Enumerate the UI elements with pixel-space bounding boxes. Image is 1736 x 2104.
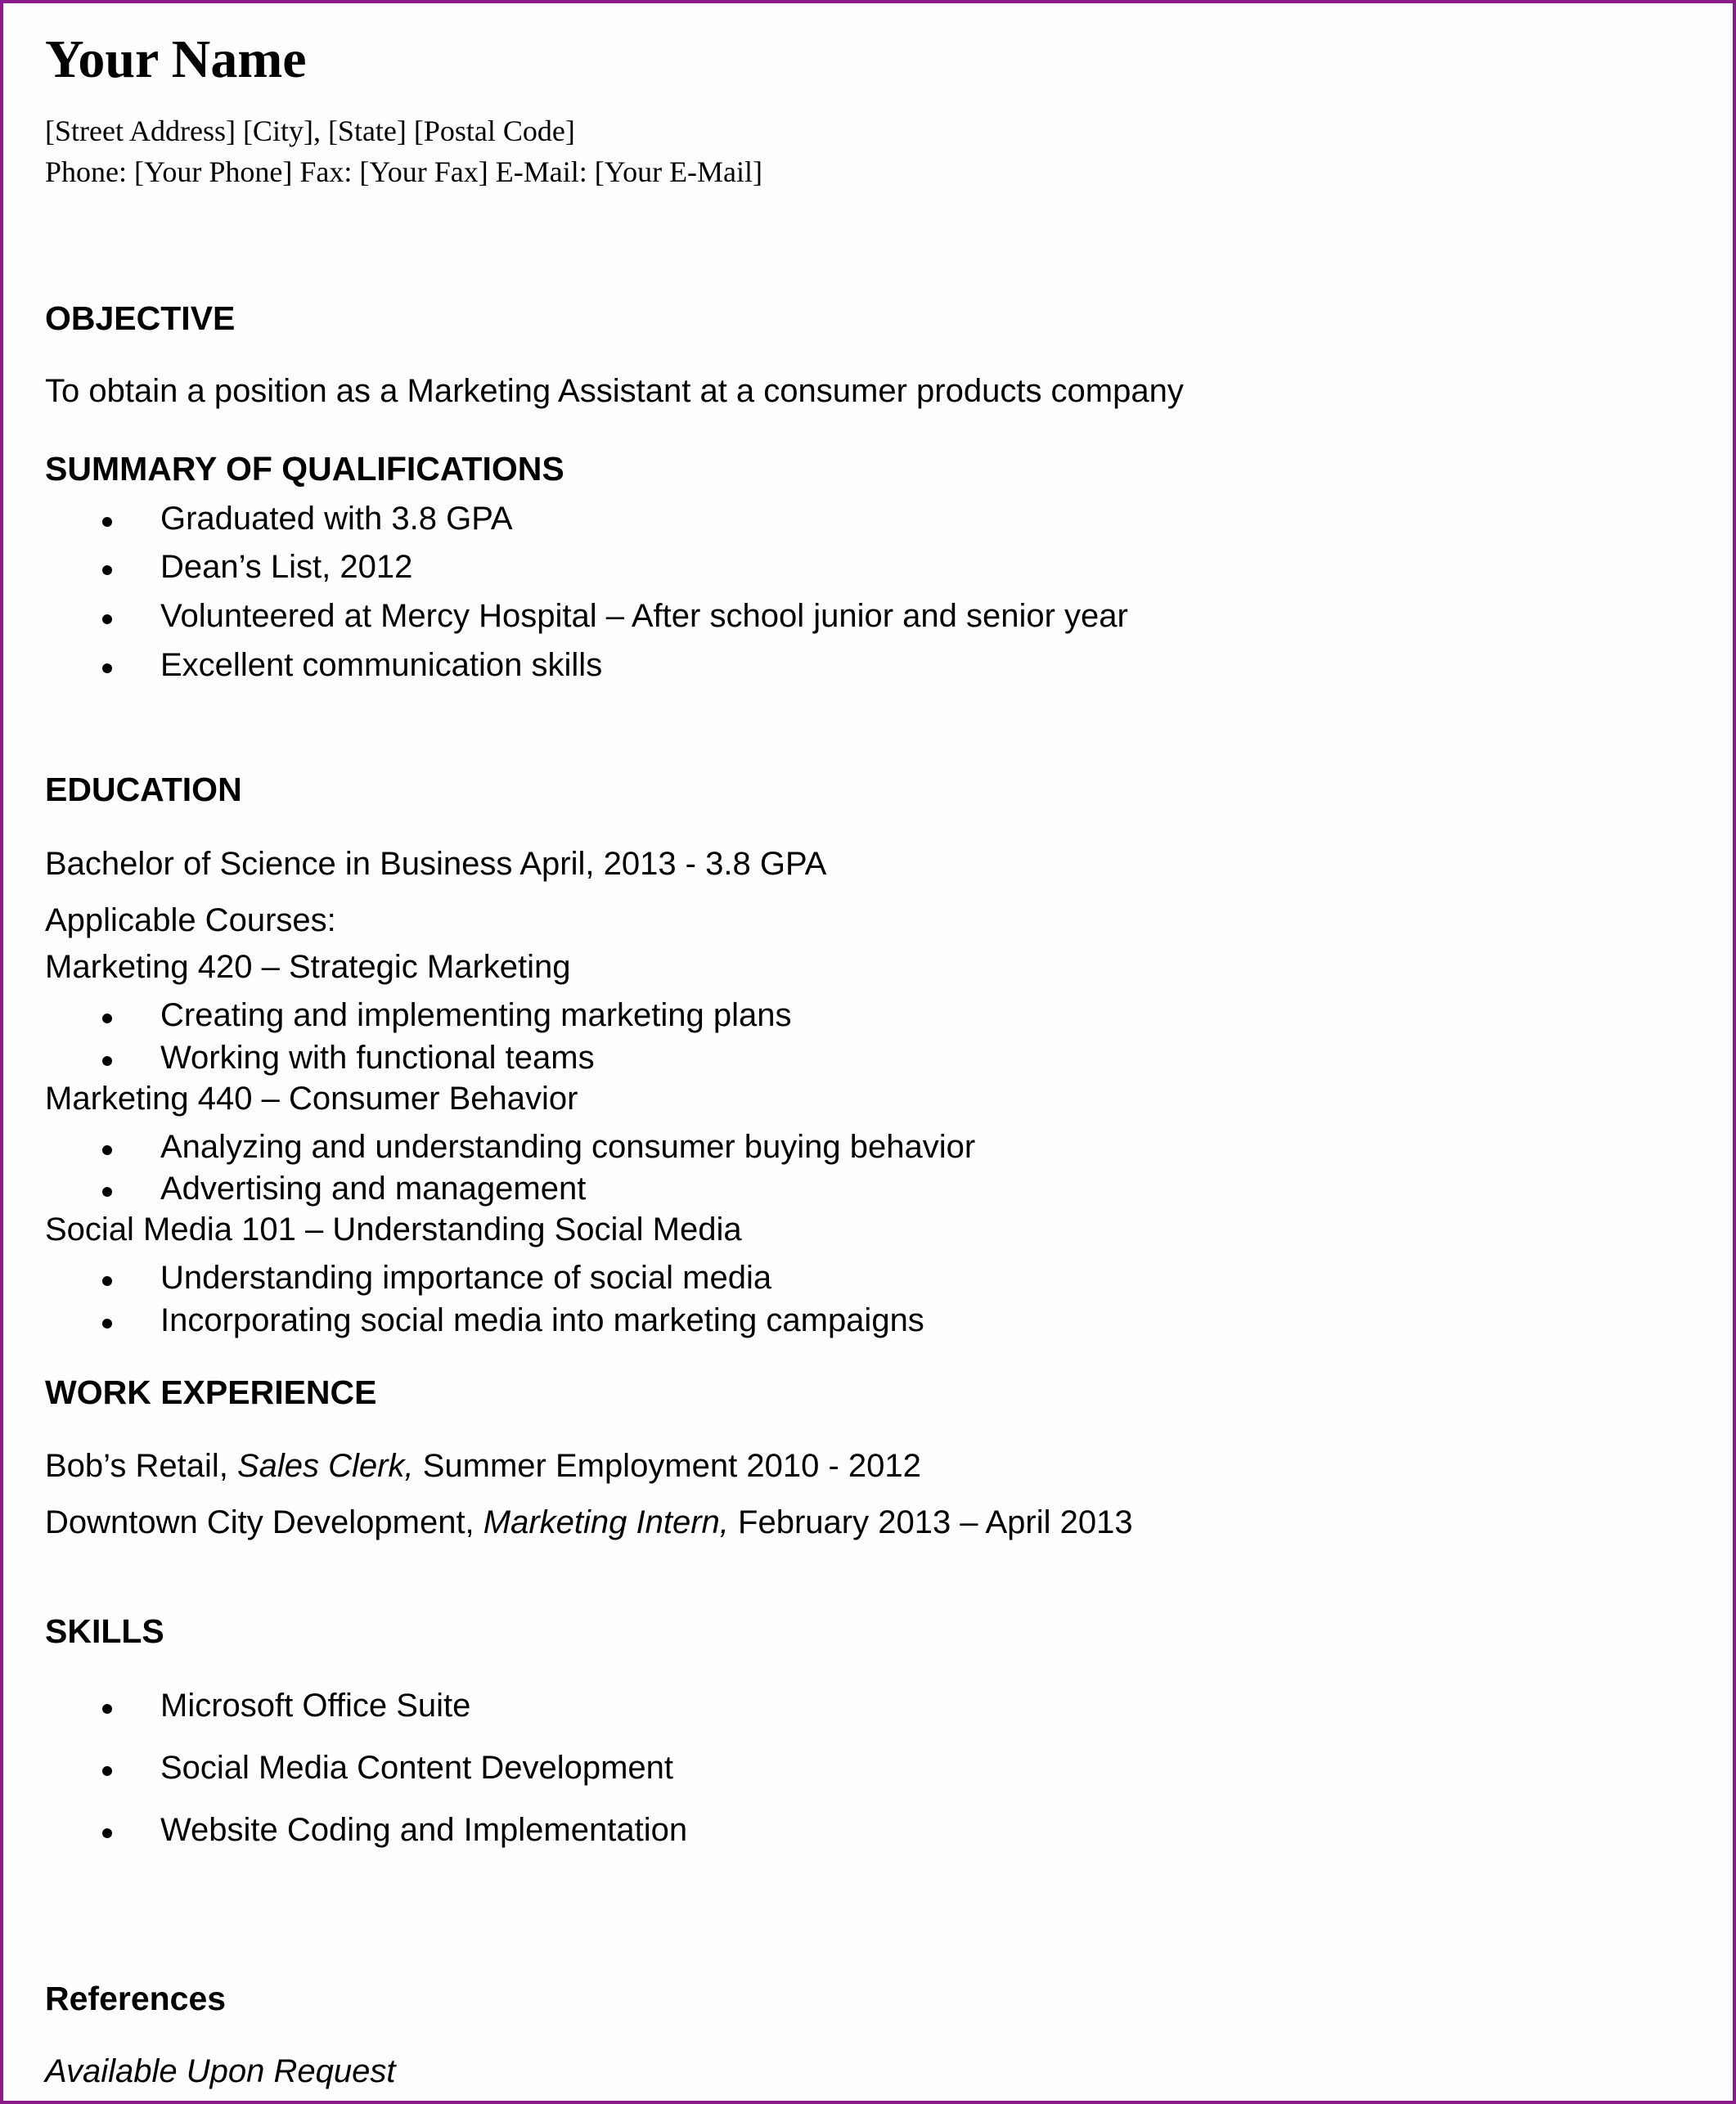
bullet-icon xyxy=(102,1704,112,1714)
education-heading: EDUCATION xyxy=(45,771,242,808)
course-title: Marketing 440 – Consumer Behavior xyxy=(45,1081,578,1117)
bullet-icon xyxy=(102,565,112,575)
bullet-icon xyxy=(102,614,112,624)
list-item xyxy=(3,1039,1639,1077)
bullet-icon xyxy=(102,1319,112,1328)
course-title: Social Media 101 – Understanding Social Media xyxy=(45,1212,742,1248)
list-item xyxy=(3,1749,1639,1787)
job-entry xyxy=(45,1504,1133,1541)
job-entry xyxy=(45,1447,921,1485)
list-item xyxy=(3,1170,1639,1207)
skill-item-text: Social Media Content Development xyxy=(160,1750,674,1786)
course-title: Marketing 420 – Strategic Marketing xyxy=(45,949,571,985)
summary-item-text: Graduated with 3.8 GPA xyxy=(160,501,513,537)
course-item-text: Advertising and management xyxy=(160,1171,587,1207)
skills-heading: SKILLS xyxy=(45,1612,164,1650)
bullet-icon xyxy=(102,1828,112,1838)
summary-item-text: Volunteered at Mercy Hospital – After school junior and senior year xyxy=(160,598,1128,634)
skill-item-text: Website Coding and Implementation xyxy=(160,1812,688,1848)
references-heading: References xyxy=(45,1980,227,2017)
bullet-icon xyxy=(102,1145,112,1155)
resume-name: Your Name xyxy=(45,29,307,89)
objective-heading: OBJECTIVE xyxy=(45,299,236,337)
list-item xyxy=(3,1811,1639,1849)
contact-line: Phone: [Your Phone] Fax: [Your Fax] E-Mail: [Your E-Mail] xyxy=(45,155,763,188)
bullet-icon xyxy=(102,1276,112,1286)
objective-text: To obtain a position as a Marketing Assistant at a consumer products company xyxy=(45,373,1184,409)
list-item xyxy=(3,996,1639,1034)
list-item xyxy=(3,646,1639,684)
summary-item-text: Dean’s List, 2012 xyxy=(160,549,413,585)
course-item-text: Creating and implementing marketing plans xyxy=(160,997,792,1033)
list-item xyxy=(3,548,1639,586)
degree-text: Bachelor of Science in Business April, 2013 - 3.8 GPA xyxy=(45,846,827,882)
summary-heading: SUMMARY OF QUALIFICATIONS xyxy=(45,450,564,488)
list-item xyxy=(3,1302,1639,1339)
job-period: February 2013 – April 2013 xyxy=(728,1504,1133,1540)
bullet-icon xyxy=(102,1187,112,1197)
job-period: Summer Employment 2010 - 2012 xyxy=(413,1448,921,1484)
course-item-text: Understanding importance of social media xyxy=(160,1260,772,1296)
bullet-icon xyxy=(102,1014,112,1023)
job-role: Marketing Intern, xyxy=(483,1504,729,1540)
summary-item-text: Excellent communication skills xyxy=(160,647,603,683)
list-item xyxy=(3,500,1639,537)
list-item xyxy=(3,597,1639,635)
skill-item-text: Microsoft Office Suite xyxy=(160,1688,471,1724)
job-employer: Bob’s Retail, xyxy=(45,1448,237,1484)
bullet-icon xyxy=(102,663,112,673)
course-item-text: Working with functional teams xyxy=(160,1040,595,1076)
address-line: [Street Address] [City], [State] [Postal Code] xyxy=(45,115,575,147)
references-text: Available Upon Request xyxy=(45,2053,396,2089)
bullet-icon xyxy=(102,517,112,527)
job-role: Sales Clerk, xyxy=(236,1448,414,1484)
course-item-text: Analyzing and understanding consumer buying behavior xyxy=(160,1129,976,1165)
list-item xyxy=(3,1259,1639,1297)
bullet-icon xyxy=(102,1056,112,1066)
job-employer: Downtown City Development, xyxy=(45,1504,483,1540)
bullet-icon xyxy=(102,1766,112,1776)
list-item xyxy=(3,1128,1639,1166)
work-heading: WORK EXPERIENCE xyxy=(45,1373,377,1411)
courses-label: Applicable Courses: xyxy=(45,902,336,938)
course-item-text: Incorporating social media into marketing campaigns xyxy=(160,1302,924,1338)
list-item xyxy=(3,1687,1639,1724)
